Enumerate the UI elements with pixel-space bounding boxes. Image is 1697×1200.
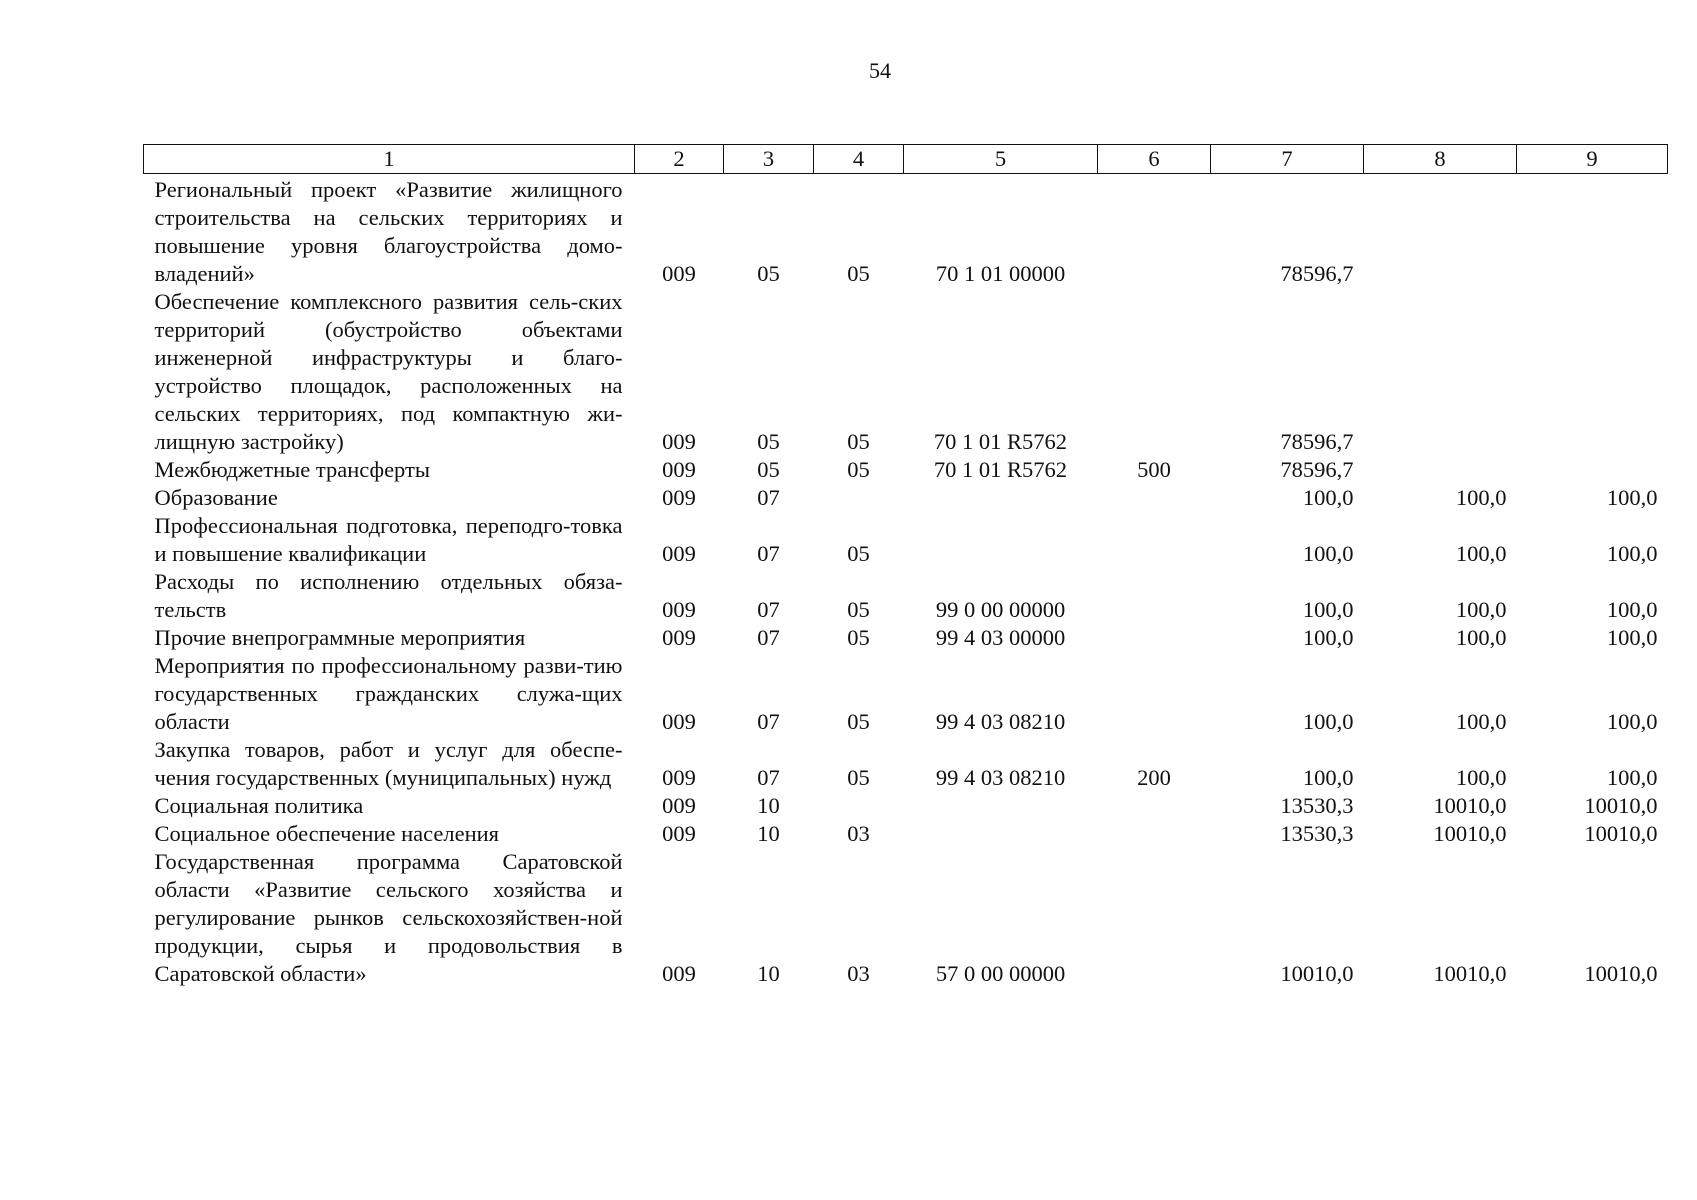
cell-subsection: 05 [847, 765, 870, 790]
table-row [144, 288, 1668, 456]
cell-admin-code: 009 [662, 457, 696, 482]
cell-amount-7: 100,0 [1302, 597, 1354, 622]
table-row [144, 652, 1668, 736]
cell-expense-type [1098, 820, 1211, 848]
cell-admin-code: 009 [662, 709, 696, 734]
column-header: 6 [1098, 145, 1211, 174]
cell-section: 07 [757, 709, 780, 734]
cell-amount-9 [1517, 456, 1668, 484]
row-name: Социальная политика [154, 793, 364, 818]
cell-target-article [904, 820, 1098, 848]
cell-amount-9: 10010,0 [1584, 793, 1658, 818]
column-header: 4 [814, 145, 904, 174]
cell-admin-code: 009 [662, 961, 696, 986]
cell-section: 07 [757, 541, 780, 566]
cell-admin-code: 009 [662, 429, 696, 454]
cell-target-article: 70 1 01 00000 [935, 261, 1066, 286]
cell-amount-7: 100,0 [1302, 765, 1354, 790]
table-row [144, 174, 1668, 289]
column-header: 5 [904, 145, 1098, 174]
cell-expense-type [1098, 484, 1211, 512]
cell-subsection: 05 [847, 261, 870, 286]
cell-amount-8: 10010,0 [1433, 961, 1507, 986]
cell-amount-7: 100,0 [1302, 541, 1354, 566]
row-name: Прочие внепрограммные мероприятия [154, 625, 526, 650]
cell-expense-type: 500 [1137, 457, 1171, 482]
cell-amount-8: 10010,0 [1433, 793, 1507, 818]
row-name: Закупка товаров, работ и услуг для обеспе-чения государственных (муниципальных) нужд [154, 737, 623, 790]
cell-subsection: 05 [847, 597, 870, 622]
cell-amount-8 [1364, 288, 1517, 456]
table-row [144, 736, 1668, 792]
cell-amount-7: 13530,3 [1280, 821, 1354, 846]
cell-amount-7: 78596,7 [1280, 457, 1354, 482]
cell-subsection: 05 [847, 709, 870, 734]
row-name: Образование [154, 485, 278, 510]
cell-expense-type [1098, 652, 1211, 736]
cell-amount-7: 78596,7 [1280, 429, 1354, 454]
cell-subsection: 03 [847, 961, 870, 986]
cell-admin-code: 009 [662, 261, 696, 286]
cell-section: 10 [757, 793, 780, 818]
cell-section: 05 [757, 261, 780, 286]
cell-subsection: 05 [847, 429, 870, 454]
cell-section: 07 [757, 485, 780, 510]
cell-expense-type [1098, 174, 1211, 289]
page-number: 54 [869, 58, 891, 83]
cell-target-article [904, 792, 1098, 820]
column-header: 8 [1364, 145, 1517, 174]
cell-amount-7: 100,0 [1302, 625, 1354, 650]
cell-target-article: 57 0 00 00000 [935, 961, 1066, 986]
cell-subsection: 03 [847, 821, 870, 846]
row-name: Межбюджетные трансферты [154, 457, 430, 482]
table-row [144, 484, 1668, 512]
header-row [144, 145, 1668, 174]
cell-expense-type [1098, 792, 1211, 820]
cell-amount-7: 100,0 [1302, 709, 1354, 734]
cell-section: 07 [757, 625, 780, 650]
cell-amount-8 [1364, 456, 1517, 484]
cell-amount-9: 100,0 [1606, 485, 1658, 510]
row-name: Региональный проект «Развитие жилищного строительства на сельских территориях и повышение уровня благоустройства домо-владений» [154, 177, 623, 286]
cell-amount-8: 100,0 [1455, 625, 1507, 650]
cell-admin-code: 009 [662, 541, 696, 566]
cell-subsection: 05 [847, 541, 870, 566]
cell-target-article: 70 1 01 R5762 [933, 429, 1068, 454]
table-row [144, 512, 1668, 568]
cell-target-article [904, 512, 1098, 568]
table-row [144, 456, 1668, 484]
cell-admin-code: 009 [662, 485, 696, 510]
column-header: 3 [724, 145, 814, 174]
column-header: 2 [635, 145, 724, 174]
cell-amount-8: 100,0 [1455, 485, 1507, 510]
cell-expense-type [1098, 288, 1211, 456]
cell-amount-8: 100,0 [1455, 541, 1507, 566]
cell-admin-code: 009 [662, 793, 696, 818]
row-name: Государственная программа Саратовской области «Развитие сельского хозяйства и регулирование рынков сельскохозяйствен-ной продукции, сырья и продовольствия в Саратовской области» [154, 849, 623, 986]
cell-target-article: 99 4 03 08210 [935, 709, 1066, 734]
cell-admin-code: 009 [662, 597, 696, 622]
cell-subsection [814, 792, 904, 820]
cell-target-article: 99 4 03 08210 [935, 765, 1066, 790]
cell-admin-code: 009 [662, 821, 696, 846]
table-row [144, 624, 1668, 652]
column-header: 9 [1517, 145, 1668, 174]
row-name: Расходы по исполнению отдельных обяза-тельств [154, 569, 623, 622]
table-row [144, 820, 1668, 848]
cell-target-article: 99 0 00 00000 [935, 597, 1066, 622]
table-row [144, 792, 1668, 820]
cell-target-article: 70 1 01 R5762 [933, 457, 1068, 482]
cell-amount-7: 13530,3 [1280, 793, 1354, 818]
cell-target-article: 99 4 03 00000 [935, 625, 1066, 650]
cell-admin-code: 009 [662, 625, 696, 650]
cell-section: 10 [757, 961, 780, 986]
cell-target-article [904, 484, 1098, 512]
cell-amount-8: 100,0 [1455, 765, 1507, 790]
row-name: Профессиональная подготовка, переподго-товка и повышение квалификации [154, 513, 623, 566]
cell-amount-7: 100,0 [1302, 485, 1354, 510]
column-header: 1 [144, 145, 635, 174]
cell-amount-7: 78596,7 [1280, 261, 1354, 286]
cell-subsection [814, 484, 904, 512]
cell-subsection: 05 [847, 625, 870, 650]
cell-expense-type: 200 [1137, 765, 1171, 790]
row-name: Обеспечение комплексного развития сель-ских территорий (обустройство объектами инженерной инфраструктуры и благо-устройство площадок, расположенных на сельских территориях, под компактную жи-лищную застройку) [154, 289, 623, 454]
cell-amount-8: 100,0 [1455, 597, 1507, 622]
cell-amount-9 [1517, 174, 1668, 289]
table-row [144, 848, 1668, 988]
cell-expense-type [1098, 512, 1211, 568]
cell-amount-9: 100,0 [1606, 765, 1658, 790]
cell-amount-9 [1517, 288, 1668, 456]
cell-amount-9: 100,0 [1606, 709, 1658, 734]
cell-amount-8 [1364, 174, 1517, 289]
cell-subsection: 05 [847, 457, 870, 482]
cell-amount-8: 100,0 [1455, 709, 1507, 734]
cell-amount-9: 100,0 [1606, 597, 1658, 622]
cell-amount-9: 100,0 [1606, 541, 1658, 566]
cell-expense-type [1098, 624, 1211, 652]
cell-expense-type [1098, 848, 1211, 988]
cell-admin-code: 009 [662, 765, 696, 790]
cell-section: 05 [757, 429, 780, 454]
cell-amount-7: 10010,0 [1280, 961, 1354, 986]
cell-section: 07 [757, 765, 780, 790]
cell-section: 05 [757, 457, 780, 482]
column-header: 7 [1211, 145, 1364, 174]
cell-amount-9: 10010,0 [1584, 821, 1658, 846]
budget-table [143, 144, 1668, 988]
cell-expense-type [1098, 568, 1211, 624]
cell-amount-9: 10010,0 [1584, 961, 1658, 986]
cell-amount-9: 100,0 [1606, 625, 1658, 650]
cell-amount-8: 10010,0 [1433, 821, 1507, 846]
row-name: Социальное обеспечение населения [154, 821, 500, 846]
table-row [144, 568, 1668, 624]
cell-section: 10 [757, 821, 780, 846]
cell-section: 07 [757, 597, 780, 622]
row-name: Мероприятия по профессиональному разви-тию государственных гражданских служа-щих области [154, 653, 623, 734]
